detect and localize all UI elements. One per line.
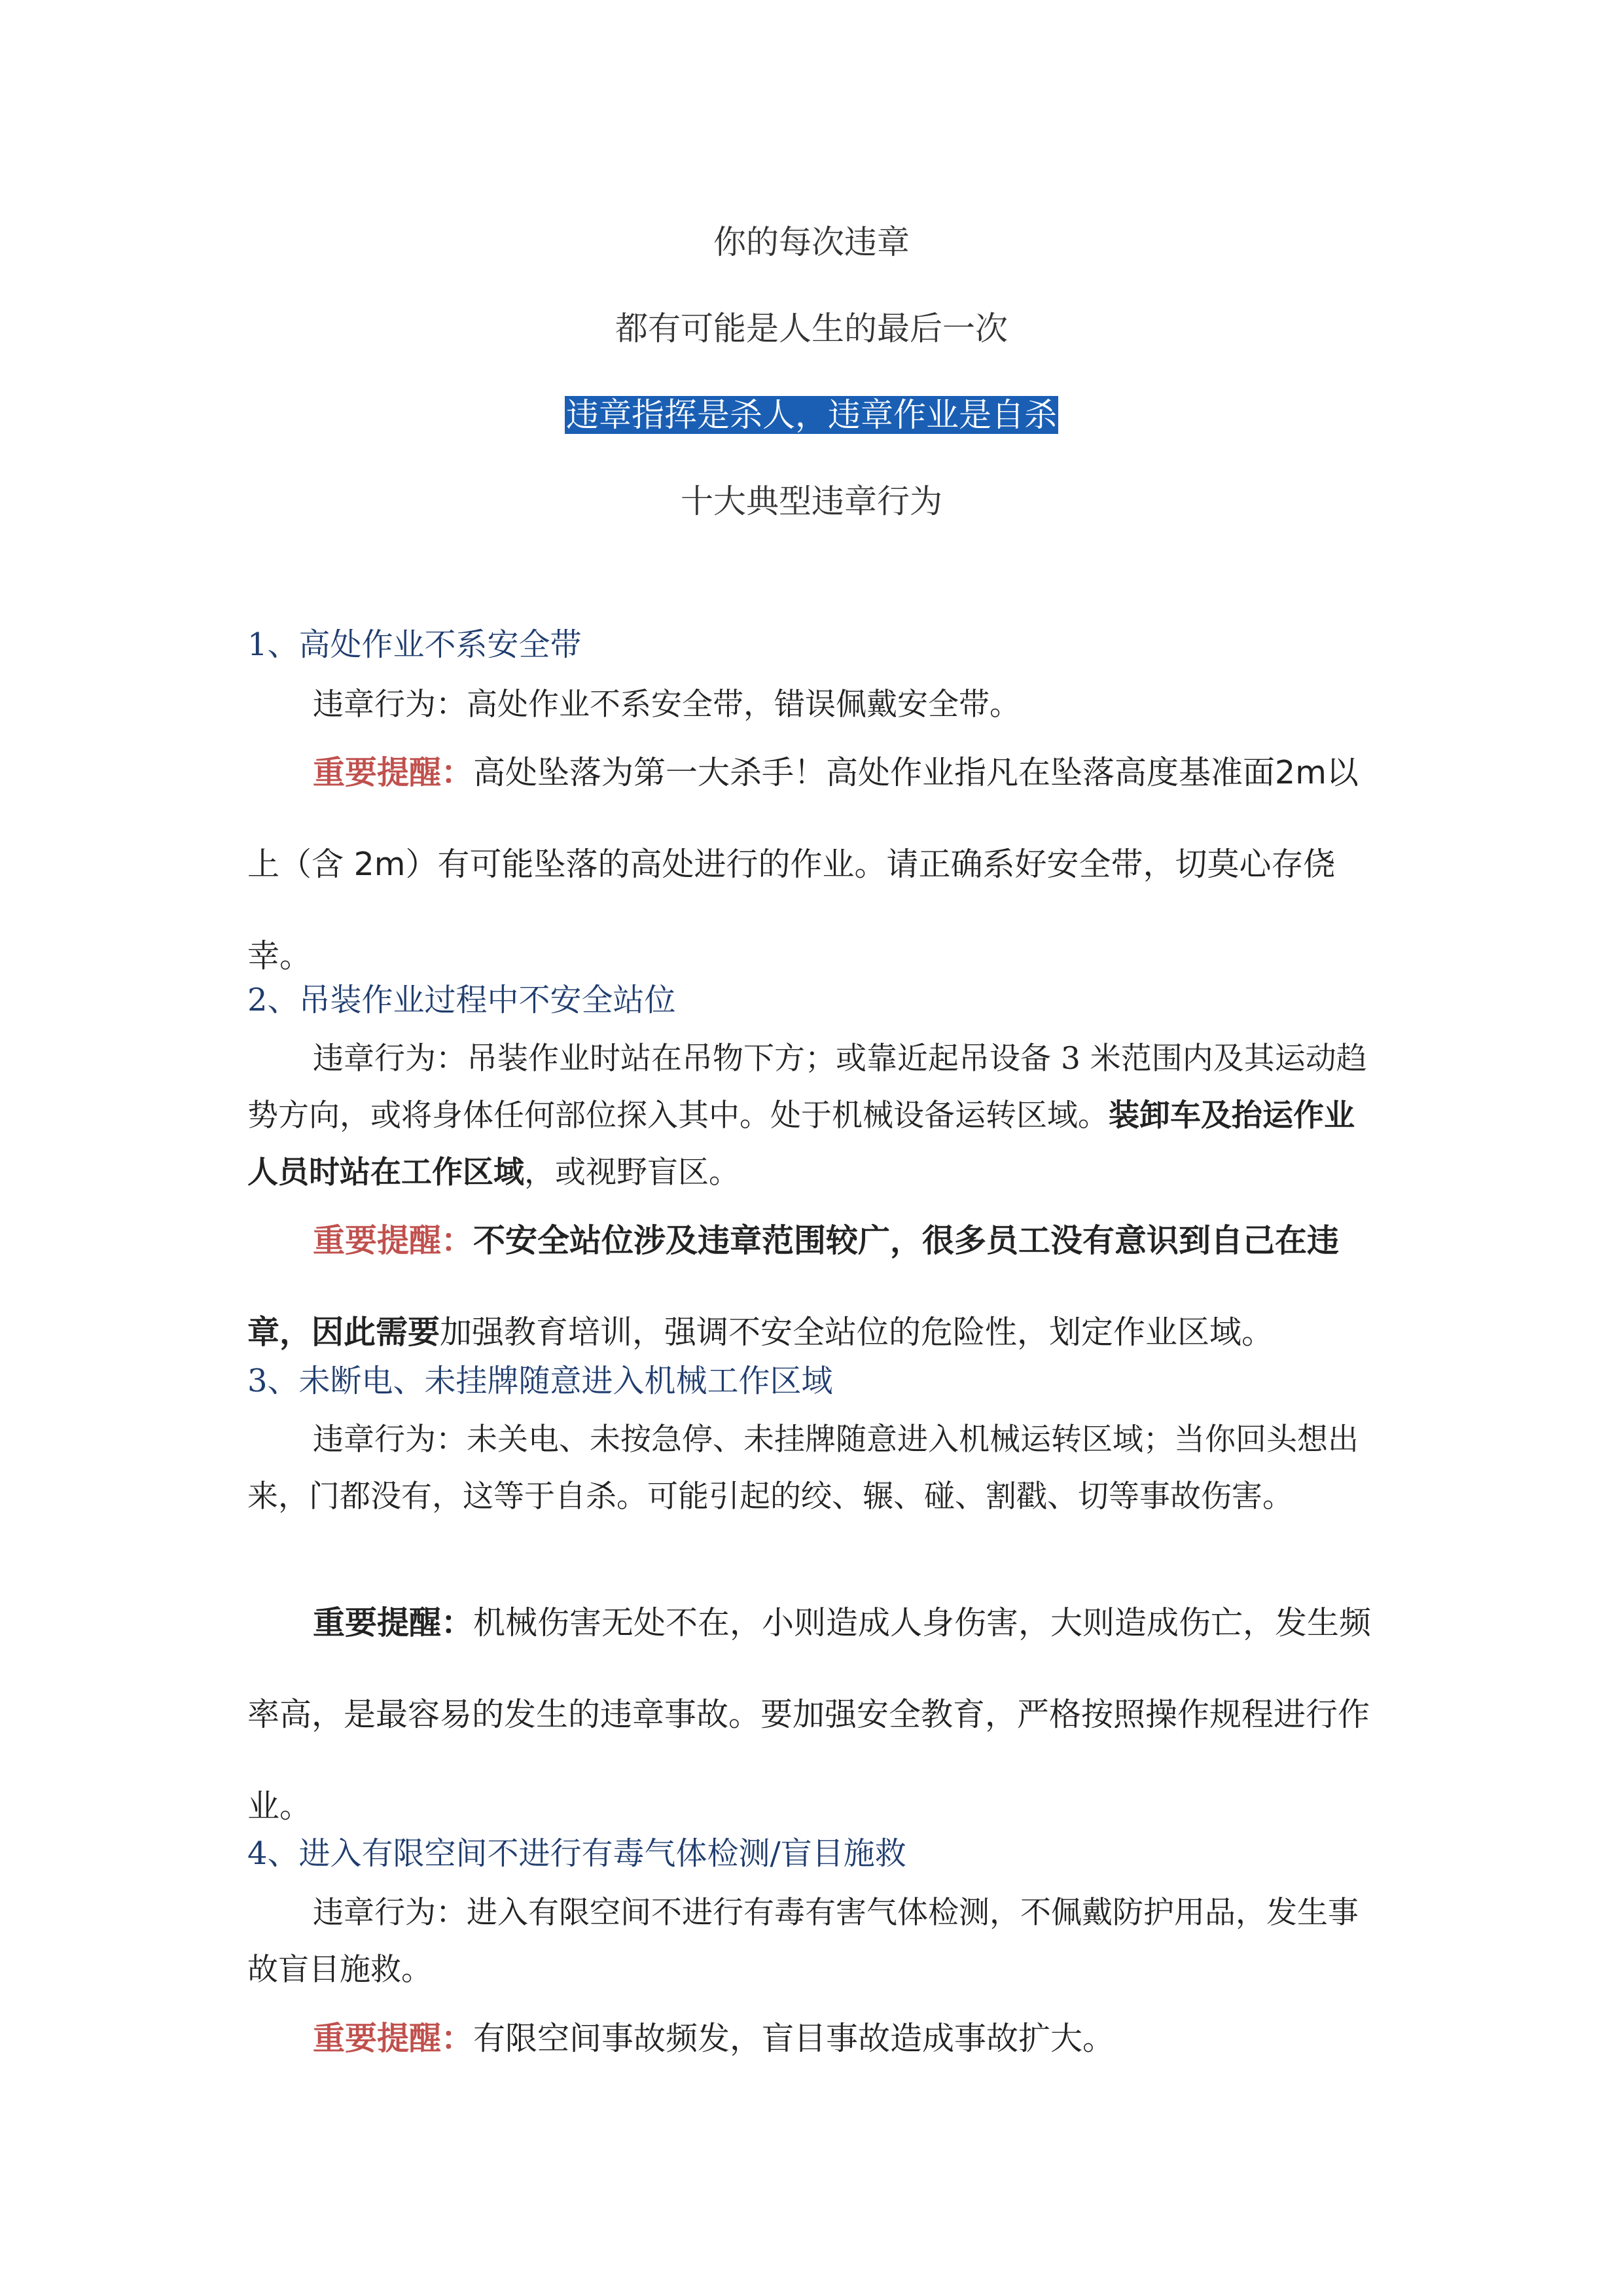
behavior-bold-text: 装卸车及抬运作业人员时站在工作区域 [247, 1098, 1355, 1191]
section-4-behavior [247, 1884, 1373, 1998]
behavior-text: 吊装作业时站在吊物下方；或靠近起吊设备 3 米范围内及其运动趋势方向，或将身体任何部位探入其中。处于机械设备运转区域。 [247, 1041, 1367, 1134]
reminder-text: 高处坠落为第一大杀手！高处作业指凡在坠落高度基准面2m以上（含 2m）有可能坠落的高处进行的作业。请正确系好安全带，切莫心存侥幸。 [247, 754, 1359, 975]
header-line-1: 你的每次违章 [713, 223, 910, 261]
reminder-bold-text: 不安全站位涉及违章范围较广，很多员工没有意识到自己在违章，因此需要 [247, 1222, 1340, 1351]
section-4-reminder [247, 1993, 1373, 2085]
behavior-label: 违章行为： [313, 1422, 467, 1458]
section-2-title: 2、吊装作业过程中不安全站位 [247, 982, 676, 1018]
behavior-tail-text: ，或视野盲区。 [524, 1155, 740, 1191]
section-1-reminder [247, 727, 1373, 1002]
reminder-text: 机械伤害无处不在，小则造成人身伤害，大则造成伤亡，发生频率高，是最容易的发生的违章事故。要加强安全教育，严格按照操作规程进行作业。 [247, 1604, 1372, 1825]
behavior-text: 未关电、未按急停、未挂牌随意进入机械运转区域；当你回头想出来，门都没有，这等于自杀。可能引起的绞、辗、碰、割戳、切等事故伤害。 [247, 1422, 1359, 1515]
section-3-behavior [247, 1411, 1373, 1525]
reminder-label: 重要提醒： [313, 754, 474, 791]
section-4-title: 4、进入有限空间不进行有毒气体检测/盲目施救 [247, 1835, 906, 1872]
header-line-4: 十大典型违章行为 [681, 482, 942, 520]
section-2-reminder [247, 1195, 1373, 1378]
section-3-reminder [247, 1577, 1373, 1852]
reminder-label: 重要提醒： [313, 2020, 474, 2057]
header-line-2: 都有可能是人生的最后一次 [615, 310, 1008, 348]
reminder-text: 有限空间事故频发，盲目事故造成事故扩大。 [473, 2020, 1115, 2057]
reminder-label: 重要提醒： [313, 1222, 474, 1259]
behavior-text: 高处作业不系安全带，错误佩戴安全带。 [467, 687, 1020, 723]
behavior-label: 违章行为： [313, 687, 467, 723]
behavior-text: 进入有限空间不进行有毒有害气体检测，不佩戴防护用品，发生事故盲目施救。 [247, 1895, 1359, 1988]
behavior-label: 违章行为： [313, 1041, 467, 1077]
reminder-label: 重要提醒： [313, 1604, 474, 1641]
behavior-label: 违章行为： [313, 1895, 467, 1931]
section-3-title: 3、未断电、未挂牌随意进入机械工作区域 [247, 1363, 833, 1399]
reminder-text: 加强教育培训，强调不安全站位的危险性，划定作业区域。 [440, 1314, 1274, 1351]
section-2-behavior [247, 1030, 1373, 1201]
highlighted-slogan: 违章指挥是杀人，违章作业是自杀 [566, 396, 1057, 434]
header-line-3 [0, 389, 1623, 441]
section-1-title: 1、高处作业不系安全带 [247, 626, 582, 663]
section-1-behavior [247, 676, 1373, 733]
